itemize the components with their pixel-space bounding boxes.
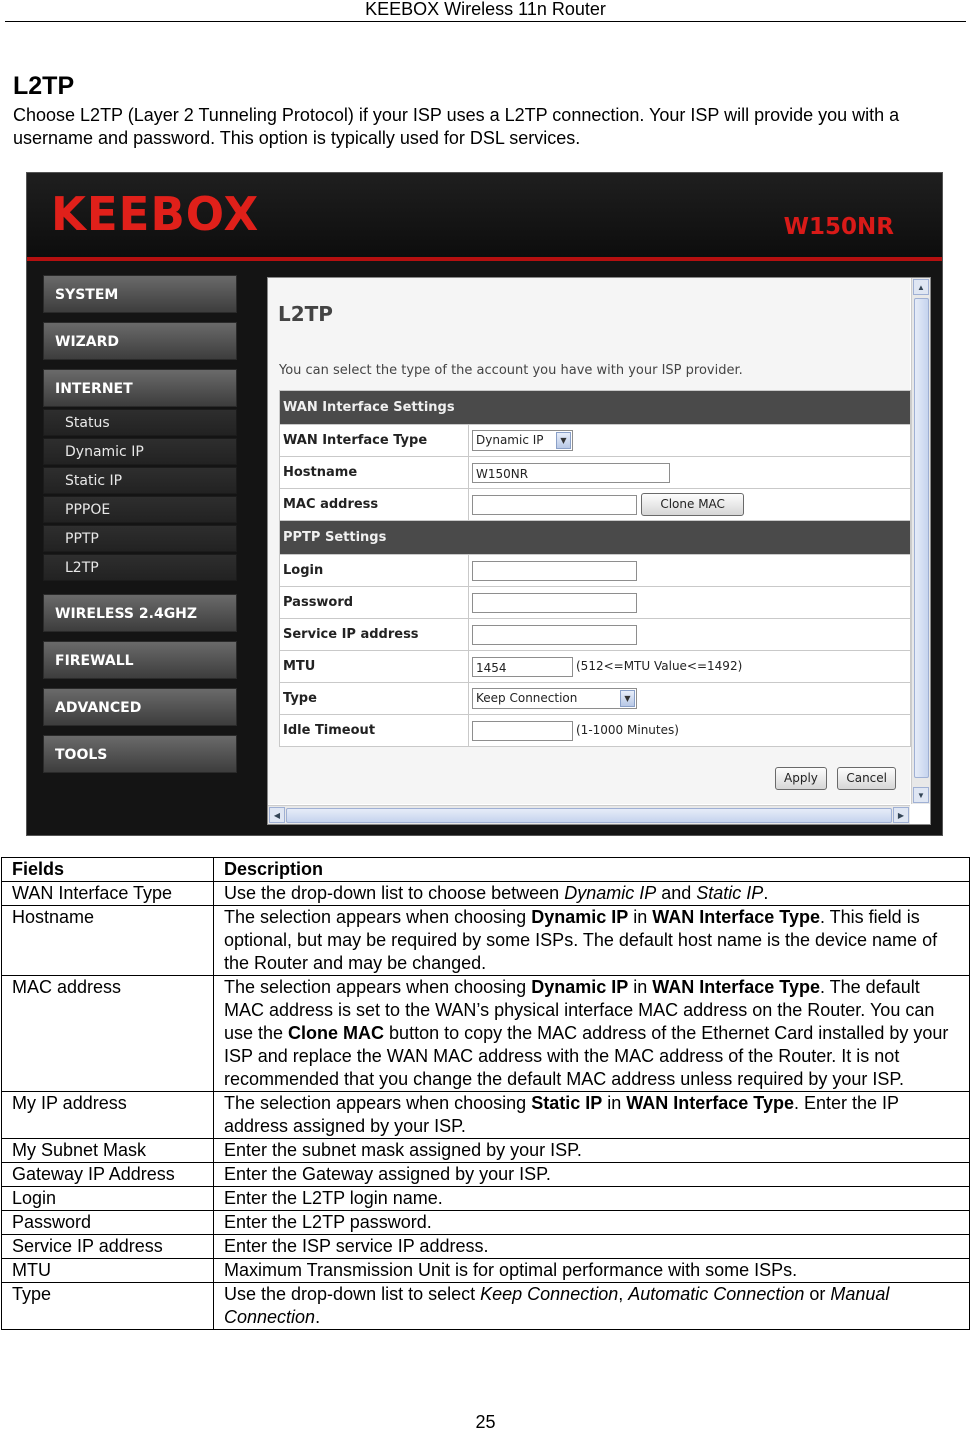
description-header: Description: [214, 858, 970, 882]
horizontal-scrollbar[interactable]: [268, 805, 910, 824]
router-screenshot: [26, 172, 943, 836]
table-row: [2, 906, 970, 976]
field-description: The selection appears when choosing Static IP in WAN Interface Type. Enter the IP address assigned by your ISP.: [214, 1092, 970, 1139]
nav-wizard[interactable]: WIZARD: [43, 322, 237, 360]
password-label: Password: [280, 587, 469, 619]
horizontal-scroll-thumb[interactable]: [286, 808, 892, 823]
service-ip-label: Service IP address: [280, 619, 469, 651]
content-title: L2TP: [278, 302, 333, 326]
mac-label: MAC address: [280, 489, 469, 521]
field-name: Hostname: [2, 906, 214, 976]
field-name: My IP address: [2, 1092, 214, 1139]
nav-pppoe[interactable]: PPPOE: [43, 496, 237, 523]
mtu-label: MTU: [280, 651, 469, 683]
router-banner: [27, 173, 942, 261]
table-row: [2, 1235, 970, 1259]
hostname-input[interactable]: W150NR: [472, 463, 670, 483]
apply-button[interactable]: Apply: [775, 767, 827, 790]
nav-wireless[interactable]: WIRELESS 2.4GHZ: [43, 594, 237, 632]
mtu-hint: (512<=MTU Value<=1492): [576, 659, 743, 673]
sidebar-nav: [43, 275, 237, 782]
page-header: KEEBOX Wireless 11n Router: [365, 0, 606, 19]
nav-system[interactable]: SYSTEM: [43, 275, 237, 313]
intro-paragraph: Choose L2TP (Layer 2 Tunneling Protocol) if your ISP uses a L2TP connection. Your ISP will provide you with a username and password. This option is typically used for DSL services.: [13, 105, 900, 148]
table-header-row: [2, 858, 970, 882]
page-number: 25: [475, 1412, 496, 1432]
login-label: Login: [280, 555, 469, 587]
field-name: My Subnet Mask: [2, 1139, 214, 1163]
field-name: MAC address: [2, 976, 214, 1092]
field-name: WAN Interface Type: [2, 882, 214, 906]
content-description: You can select the type of the account you have with your ISP provider.: [279, 363, 743, 378]
model-label: W150NR: [783, 214, 894, 240]
mtu-input[interactable]: 1454: [472, 657, 573, 677]
scroll-left-icon[interactable]: ◀: [269, 807, 285, 823]
login-input[interactable]: [472, 561, 637, 581]
nav-pptp[interactable]: PPTP: [43, 525, 237, 552]
wan-type-value: Dynamic IP: [476, 433, 544, 447]
keebox-logo: KEEBOX: [51, 187, 260, 241]
wan-type-select[interactable]: [472, 430, 573, 451]
scroll-right-icon[interactable]: ▶: [893, 807, 909, 823]
idle-timeout-input[interactable]: [472, 721, 573, 741]
vertical-scroll-thumb[interactable]: [914, 298, 929, 778]
table-row: [2, 1259, 970, 1283]
chevron-down-icon: ▼: [556, 432, 571, 449]
table-row: [2, 1283, 970, 1330]
hostname-label: Hostname: [280, 457, 469, 489]
nav-l2tp[interactable]: L2TP: [43, 554, 237, 581]
nav-internet[interactable]: INTERNET: [43, 369, 237, 407]
field-name: Password: [2, 1211, 214, 1235]
scroll-down-icon[interactable]: ▼: [913, 787, 929, 803]
field-name: Service IP address: [2, 1235, 214, 1259]
pptp-section-header: PPTP Settings: [280, 521, 911, 555]
field-description: Use the drop-down list to choose between Dynamic IP and Static IP.: [214, 882, 970, 906]
clone-mac-button[interactable]: Clone MAC: [641, 493, 744, 516]
nav-tools[interactable]: TOOLS: [43, 735, 237, 773]
field-name: MTU: [2, 1259, 214, 1283]
nav-status[interactable]: Status: [43, 409, 237, 436]
nav-static-ip[interactable]: Static IP: [43, 467, 237, 494]
fields-table: [1, 857, 970, 1330]
table-row: [2, 1163, 970, 1187]
scroll-up-icon[interactable]: ▲: [913, 279, 929, 295]
wan-type-label: WAN Interface Type: [280, 425, 469, 457]
field-name: Type: [2, 1283, 214, 1330]
field-description: Enter the L2TP login name.: [214, 1187, 970, 1211]
form-actions: [775, 767, 896, 790]
table-row: [2, 1187, 970, 1211]
cancel-button[interactable]: Cancel: [837, 767, 896, 790]
vertical-scrollbar[interactable]: [911, 278, 930, 804]
l2tp-form: [279, 390, 911, 747]
table-row: [2, 976, 970, 1092]
nav-dynamic-ip[interactable]: Dynamic IP: [43, 438, 237, 465]
field-description: Maximum Transmission Unit is for optimal performance with some ISPs.: [214, 1259, 970, 1283]
field-description: Enter the Gateway assigned by your ISP.: [214, 1163, 970, 1187]
header-rule: [5, 21, 966, 22]
field-description: The selection appears when choosing Dynamic IP in WAN Interface Type. The default MAC address is set to the WAN’s physical interface MAC address on the Router. You can use the Clone MAC button to copy the MAC address of the Ethernet Card installed by your ISP and replace the WAN MAC address with the MAC address of the Router. It is not recommended that you change the default MAC address unless required by your ISP.: [214, 976, 970, 1092]
mac-input[interactable]: [472, 495, 637, 515]
field-name: Gateway IP Address: [2, 1163, 214, 1187]
password-input[interactable]: [472, 593, 637, 613]
field-description: Use the drop-down list to select Keep Connection, Automatic Connection or Manual Connection.: [214, 1283, 970, 1330]
idle-timeout-label: Idle Timeout: [280, 715, 469, 747]
idle-timeout-hint: (1-1000 Minutes): [576, 723, 679, 737]
nav-advanced[interactable]: ADVANCED: [43, 688, 237, 726]
table-row: [2, 1211, 970, 1235]
type-label: Type: [280, 683, 469, 715]
content-inner: [268, 278, 910, 804]
nav-firewall[interactable]: FIREWALL: [43, 641, 237, 679]
field-description: Enter the L2TP password.: [214, 1211, 970, 1235]
field-description: The selection appears when choosing Dynamic IP in WAN Interface Type. This field is optional, but may be required by some ISPs. The default host name is the device name of the Router and may be changed.: [214, 906, 970, 976]
type-select[interactable]: [472, 688, 637, 709]
field-description: Enter the ISP service IP address.: [214, 1235, 970, 1259]
wan-section-header: WAN Interface Settings: [280, 391, 911, 425]
service-ip-input[interactable]: [472, 625, 637, 645]
chevron-down-icon: ▼: [620, 690, 635, 707]
section-title: L2TP: [13, 72, 75, 100]
content-panel: [267, 277, 931, 825]
field-description: Enter the subnet mask assigned by your ISP.: [214, 1139, 970, 1163]
field-name: Login: [2, 1187, 214, 1211]
table-row: [2, 1139, 970, 1163]
type-value: Keep Connection: [476, 691, 578, 705]
table-row: [2, 882, 970, 906]
table-row: [2, 1092, 970, 1139]
fields-header: Fields: [2, 858, 214, 882]
